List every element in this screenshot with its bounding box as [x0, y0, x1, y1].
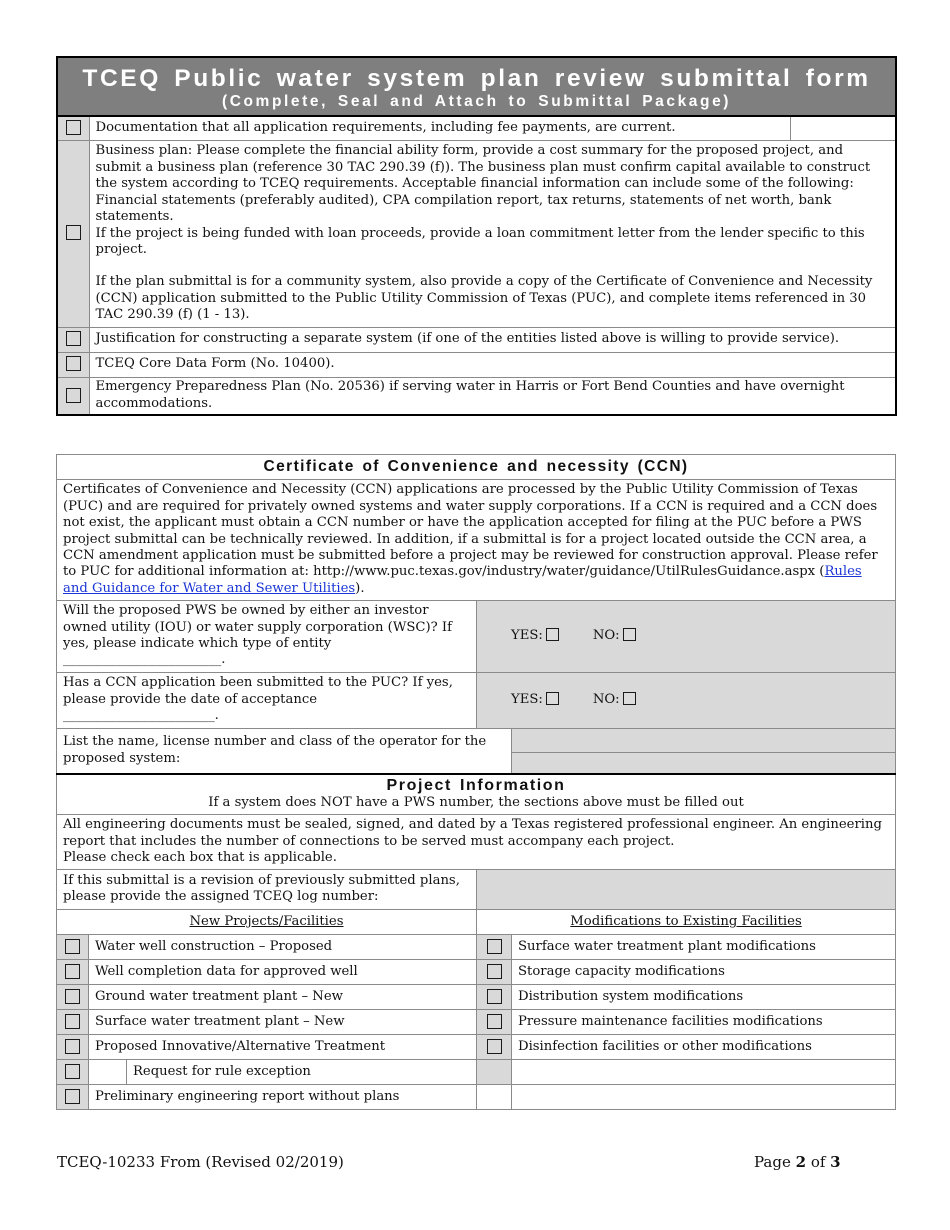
operator-field-2[interactable] [512, 752, 896, 774]
new-item-label: Water well construction – Proposed [89, 935, 477, 960]
submittal-requirements-table [56, 56, 897, 416]
revision-label: If this submittal is a revision of previously submitted plans, please provide the assigned TCEQ log number: [57, 870, 477, 910]
business-plan-text: Business plan: Please complete the financial ability form, provide a cost summary for the proposed project, and submit a business plan (reference 30 TAC 290.39 (f)). The business plan must confirm capital available to construct the system according to TCEQ requirements. Acceptable financial information can include some of the following: Financial statements (preferably audited), CPA compilation report, tax returns, statements of net worth, bank statements. [95, 143, 871, 225]
page-number: Page 2 of 3 [754, 1153, 841, 1171]
surface-water-plant-checkbox[interactable] [65, 1014, 80, 1029]
application-no-checkbox[interactable] [623, 692, 636, 705]
community-system-text: If the plan submittal is for a community system, also provide a copy of the Certificate of Convenience and Necessity (CCN) application submitted to the Public Utility Commission of Texas (PUC), and complete items referenced in 30 TAC 290.39 (f) (1 - 13). [95, 274, 873, 323]
rules-guidance-link[interactable]: Rules and Guidance for Water and Sewer Utilities [63, 564, 862, 596]
loan-commitment-text: If the project is being funded with loan proceeds, provide a loan commitment letter from the lender specific to this project. [95, 225, 865, 257]
requirement-text: Justification for constructing a separate system (if one of the entities listed above is willing to provide service). [89, 327, 896, 352]
project-row [57, 1085, 896, 1110]
innovative-treatment-checkbox[interactable] [65, 1039, 80, 1054]
requirement-text: Documentation that all application requirements, including fee payments, are current. [89, 116, 790, 140]
project-row [57, 1060, 896, 1085]
ownership-yes-checkbox[interactable] [546, 628, 559, 641]
ccn-heading: Certificate of Convenience and necessity (CCN) [57, 455, 896, 480]
application-yes-no: YES: NO: [477, 672, 896, 728]
ground-water-plant-checkbox[interactable] [65, 989, 80, 1004]
acceptance-date-blank[interactable]: _______________________. [63, 708, 219, 724]
emergency-plan-checkbox[interactable] [66, 388, 81, 403]
empty-cell [477, 1085, 512, 1110]
new-item-label: Surface water treatment plant – New [89, 1010, 477, 1035]
empty-cell [477, 1060, 512, 1085]
new-item-label: Well completion data for approved well [89, 960, 477, 985]
requirement-row [57, 377, 896, 415]
ownership-yes-no: YES: NO: [477, 601, 896, 673]
requirement-row [57, 352, 896, 377]
engineering-notice: All engineering documents must be sealed, signed, and dated by a Texas registered professional engineer. An engineering report that includes the number of connections to be served must accompany each project. Please check each box that is applicable. [57, 815, 896, 870]
project-row [57, 960, 896, 985]
requirement-text: TCEQ Core Data Form (No. 10400). [89, 352, 896, 377]
form-header [57, 57, 896, 116]
new-projects-heading: New Projects/Facilities [57, 910, 477, 935]
project-info-subheading: If a system does NOT have a PWS number, the sections above must be filled out [208, 794, 744, 810]
documentation-checkbox[interactable] [66, 120, 81, 135]
surface-water-mod-checkbox[interactable] [487, 939, 502, 954]
storage-capacity-mod-checkbox[interactable] [487, 964, 502, 979]
mod-item-label: Disinfection facilities or other modifications [512, 1035, 896, 1060]
empty-cell [512, 1085, 896, 1110]
ccn-question-application: Has a CCN application been submitted to the PUC? If yes, please provide the date of acceptance _______________________. [57, 672, 477, 728]
empty-cell [512, 1060, 896, 1085]
tceq-log-number-field[interactable] [477, 870, 896, 910]
requirement-text: Emergency Preparedness Plan (No. 20536) if serving water in Harris or Fort Bend Counties and have overnight accommodations. [89, 377, 896, 415]
requirement-row [57, 327, 896, 352]
project-row [57, 935, 896, 960]
new-item-label: Proposed Innovative/Alternative Treatment [89, 1035, 477, 1060]
project-row [57, 985, 896, 1010]
form-subtitle: (Complete, Seal and Attach to Submittal Package) [221, 92, 732, 110]
ccn-project-table [56, 454, 896, 1110]
project-info-heading: Project Information [386, 777, 566, 795]
project-row [57, 1035, 896, 1060]
modifications-heading: Modifications to Existing Facilities [477, 910, 896, 935]
entity-type-blank[interactable]: ________________________. [63, 652, 226, 668]
requirement-notes-field[interactable] [790, 116, 896, 140]
mod-item-label: Pressure maintenance facilities modifications [512, 1010, 896, 1035]
water-well-construction-checkbox[interactable] [65, 939, 80, 954]
mod-item-label: Storage capacity modifications [512, 960, 896, 985]
form-title: TCEQ Public water system plan review submittal form [82, 64, 871, 92]
new-item-label: Ground water treatment plant – New [89, 985, 477, 1010]
business-plan-checkbox[interactable] [66, 225, 81, 240]
application-yes-checkbox[interactable] [546, 692, 559, 705]
disinfection-mod-checkbox[interactable] [487, 1039, 502, 1054]
rule-exception-checkbox[interactable] [65, 1064, 80, 1079]
ownership-no-checkbox[interactable] [623, 628, 636, 641]
form-id: TCEQ-10233 From (Revised 02/2019) [57, 1153, 344, 1171]
distribution-system-mod-checkbox[interactable] [487, 989, 502, 1004]
ccn-question-ownership: Will the proposed PWS be owned by either an investor owned utility (IOU) or water supply corporation (WSC)? If yes, please indicate which type of entity ________________________. [57, 601, 477, 673]
new-item-label: Request for rule exception [133, 1064, 311, 1080]
project-row [57, 1010, 896, 1035]
preliminary-report-checkbox[interactable] [65, 1089, 80, 1104]
requirement-row [57, 116, 896, 140]
justification-checkbox[interactable] [66, 331, 81, 346]
operator-label: List the name, license number and class of the operator for the proposed system: [57, 728, 512, 774]
pressure-maintenance-mod-checkbox[interactable] [487, 1014, 502, 1029]
mod-item-label: Distribution system modifications [512, 985, 896, 1010]
ccn-description: Certificates of Convenience and Necessity (CCN) applications are processed by the Public Utility Commission of Texas (PUC) and are required for privately owned systems and water supply corporations. If a CCN is required and a CCN does not exist, the applicant must obtain a CCN number or have the application accepted for filing at the PUC before a PWS project submittal can be technically reviewed. In addition, if a submittal is for a project located outside the CCN area, a CCN amendment application must be submitted before a project may be reviewed for construction approval. Please refer to PUC for additional information at: http://www.puc.texas.gov/industry/water/guidance/UtilRulesGuidance.aspx (Rules and Guidance for Water and Sewer Utilities). [57, 480, 896, 601]
core-data-form-checkbox[interactable] [66, 356, 81, 371]
requirement-row [57, 140, 896, 327]
new-item-label: Preliminary engineering report without plans [89, 1085, 477, 1110]
operator-field-1[interactable] [512, 728, 896, 752]
mod-item-label: Surface water treatment plant modifications [512, 935, 896, 960]
project-info-header [57, 774, 896, 814]
well-completion-checkbox[interactable] [65, 964, 80, 979]
